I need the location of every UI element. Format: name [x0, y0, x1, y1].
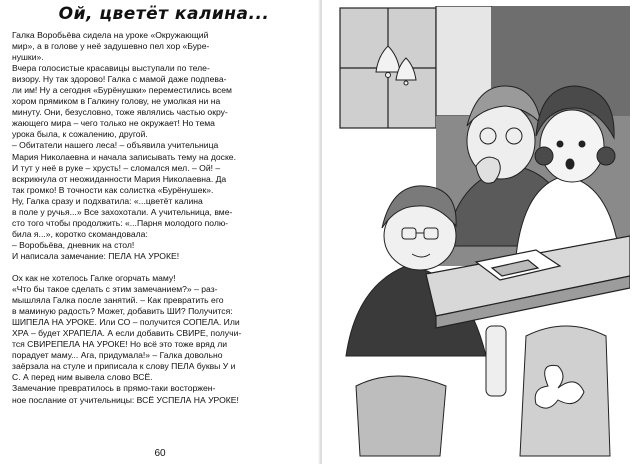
- text-line: жающего мира – чего только не окружает! Но тема: [12, 118, 215, 129]
- text-line: Ну, Галка сразу и подхватила: «...цветёт калина: [12, 195, 203, 206]
- story-text: [12, 30, 312, 406]
- text-line: визору. Ну так здорово! Галка с мамой даже подпева-: [12, 74, 227, 85]
- text-line: ШИПЕЛА НА УРОКЕ. Или СО – получится СОПЕЛА. Или: [12, 317, 240, 328]
- page-number: 60: [154, 448, 166, 459]
- text-line: хором прямиком в Галкину голову, не умолкая ни на: [12, 96, 221, 107]
- window-frame: [340, 6, 492, 128]
- text-line: порадует маму... Ага, придумала!» – Галка довольно: [12, 350, 223, 361]
- text-line: заёрзала на стуле и приписала к слову ПЕЛА буквы У и: [12, 361, 236, 372]
- text-line: тся СВИРЕПЕЛА НА УРОКЕ! Но всё это тоже вряд ли: [12, 339, 228, 350]
- text-line: сто того чтобы продолжить: «...Парня молодого полю-: [12, 217, 229, 228]
- text-line: Вчера голосистые красавицы выступали по теле-: [12, 63, 210, 74]
- text-line: ХРА – будет ХРАПЕЛА. А если добавить СВИРЕ, получи-: [12, 328, 242, 339]
- story-title: Ой, цветёт калина...: [58, 4, 270, 24]
- text-line: в поле у ручья...» Все захохотали. А учительница, вме-: [12, 206, 233, 217]
- text-line: мышляла Галка после занятий. – Как превратить его: [12, 295, 224, 306]
- text-line: С. А перед ним вывела слово ВСЁ.: [12, 372, 153, 383]
- text-line: – Воробьёва, дневник на стол!: [12, 239, 135, 250]
- text-line: била я...», коротко скомандовала:: [12, 228, 148, 239]
- text-line: так громко! В точности как солистка «Бурёнушек».: [12, 184, 214, 195]
- text-line: мир», а в голове у неё задушевно пел хор «Буре-: [12, 41, 210, 52]
- text-line: нушки».: [12, 52, 44, 63]
- text-line: «Что бы такое сделать с этим замечанием?» – раз-: [12, 284, 218, 295]
- text-line: вскрикнула от неожиданности Мария Николаевна. Да: [12, 173, 227, 184]
- text-line: минуту. Они, безусловно, тоже являлись частью окру-: [12, 107, 228, 118]
- paragraph-gap: [12, 262, 312, 273]
- text-line: – Обитатели нашего леса! – объявила учительница: [12, 140, 219, 151]
- text-line: Ох как не хотелось Галке огорчать маму!: [12, 272, 176, 283]
- text-line: И тут у неё в руке – хрусть! – сломался мел. – Ой! –: [12, 162, 221, 173]
- text-line: урока была, к сожалению, другой.: [12, 129, 148, 140]
- classroom-illustration: [336, 6, 630, 460]
- text-line: Мария Николаевна и начала записывать тему на доске.: [12, 151, 236, 162]
- text-line: ли им! Ну а сегодня «Бурёнушки» переместились всем: [12, 85, 232, 96]
- text-line: Замечание превратилось в прямо-таки восторжен-: [12, 383, 216, 394]
- text-line: в маминую радость? Может, добавить ШИ? Получится:: [12, 306, 233, 317]
- text-line: И написала замечание: ПЕЛА НА УРОКЕ!: [12, 250, 180, 261]
- text-line: ное послание от учительницы: ВСЁ УСПЕЛА НА УРОКЕ!: [12, 394, 239, 405]
- text-line: Галка Воробьёва сидела на уроке «Окружающий: [12, 30, 209, 40]
